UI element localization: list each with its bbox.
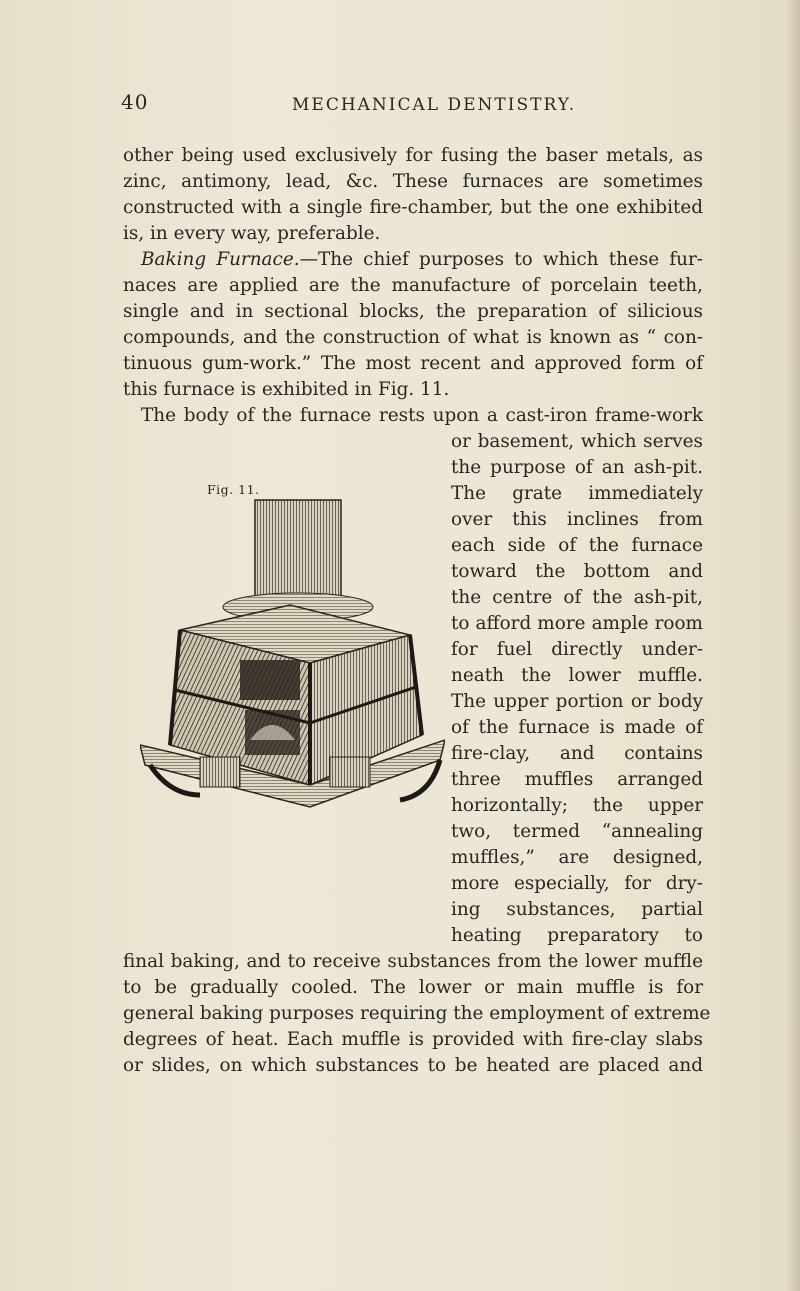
furnace-engraving (140, 495, 445, 810)
text-line: final baking, and to receive substances from the lower muffle (123, 951, 703, 972)
text-line: three muffles arranged (451, 769, 703, 790)
text-line: The grate immediately (451, 483, 703, 504)
text-line: or basement, which serves (451, 431, 703, 452)
text-line: fire-clay, and contains (451, 743, 703, 764)
text-line: single and in sectional blocks, the preparation of silicious (123, 301, 703, 322)
text-line: to afford more ample room (451, 613, 703, 634)
text-line: the purpose of an ash-pit. (451, 457, 703, 478)
text-line: ing substances, partial (451, 899, 703, 920)
text-line: degrees of heat. Each muffle is provided with fire-clay slabs (123, 1029, 703, 1050)
text-line: The upper portion or body (451, 691, 703, 712)
text-line: more especially, for dry- (451, 873, 703, 894)
text-line-rest: —The chief purposes to which these fur- (299, 249, 704, 270)
text-line: or slides, on which substances to be heated are placed and (123, 1055, 703, 1076)
text-line: each side of the furnace (451, 535, 703, 556)
section-heading: Baking Furnace. (141, 249, 300, 270)
text-line: zinc, antimony, lead, &c. These furnaces are sometimes (123, 171, 703, 192)
text-line: constructed with a single fire-chamber, but the one exhibited (123, 197, 703, 218)
text-line: naces are applied are the manufacture of porcelain teeth, (123, 275, 703, 296)
text-line: toward the bottom and (451, 561, 703, 582)
text-line: tinuous gum-work.” The most recent and approved form of (123, 353, 703, 374)
text-line: is, in every way, preferable. (123, 223, 381, 244)
figure-caption: Fig. 11. (207, 482, 260, 497)
text-line: neath the lower muffle. (451, 665, 703, 686)
text-line: of the furnace is made of (451, 717, 703, 738)
text-line: two, termed “annealing (451, 821, 703, 842)
text-line: The body of the furnace rests upon a cast-iron frame-work (141, 405, 703, 426)
page-edge-shadow (786, 0, 800, 1291)
text-line: compounds, and the construction of what is known as “ con- (123, 327, 703, 348)
text-line: to be gradually cooled. The lower or main muffle is for (123, 977, 703, 998)
page-number: 40 (121, 90, 149, 114)
text-line: horizontally; the upper (451, 795, 703, 816)
text-line: over this inclines from (451, 509, 703, 530)
text-line: other being used exclusively for fusing the baser metals, as (123, 145, 703, 166)
running-head: MECHANICAL DENTISTRY. (292, 95, 577, 115)
text-line: general baking purposes requiring the employment of extreme (123, 1003, 711, 1024)
text-line: heating preparatory to (451, 925, 703, 946)
text-line: muffles,” are designed, (451, 847, 703, 868)
text-line: this furnace is exhibited in Fig. 11. (123, 379, 450, 400)
text-line: the centre of the ash-pit, (451, 587, 703, 608)
text-line (123, 248, 703, 272)
text-line: for fuel directly under- (451, 639, 703, 660)
